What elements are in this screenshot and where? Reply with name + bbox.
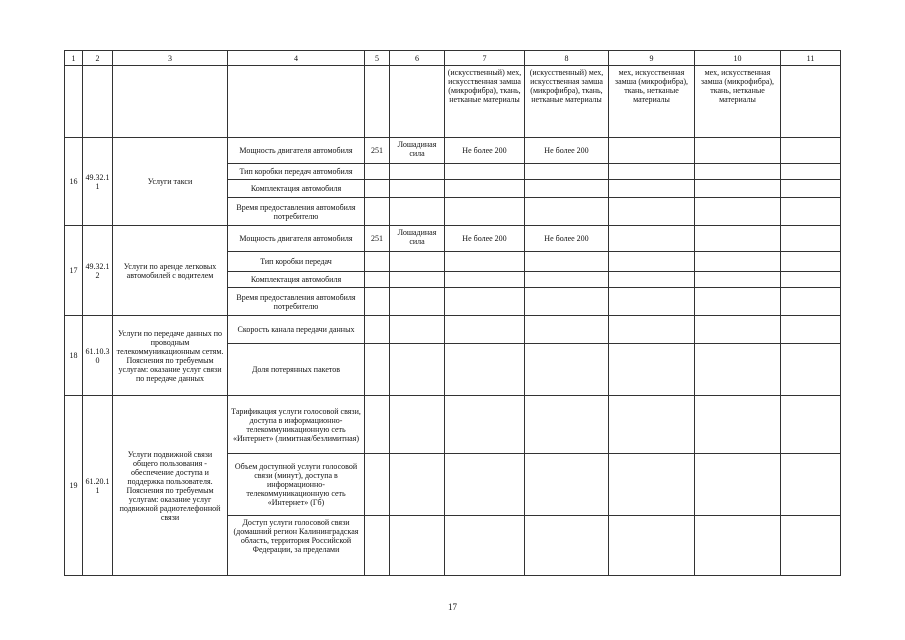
empty-cell: [445, 396, 525, 454]
empty-cell: [525, 180, 609, 198]
column-number: 6: [390, 51, 445, 66]
empty-cell: [390, 454, 445, 516]
row-number: 18: [65, 316, 83, 396]
characteristic: Комплектация автомобиля: [228, 272, 365, 288]
empty-cell: [695, 252, 781, 272]
empty-cell: [781, 454, 841, 516]
empty-cell: [83, 66, 113, 138]
empty-cell: [525, 198, 609, 226]
column-number: 9: [609, 51, 695, 66]
table-row: [65, 226, 841, 252]
service-name: Услуги по передаче данных по проводным телекоммуникационным сетям. Пояснения по требуемым услугам: оказание услуг связи по передаче данных: [113, 316, 228, 396]
empty-cell: [609, 138, 695, 164]
characteristic: Время предоставления автомобиля потребителю: [228, 288, 365, 316]
empty-cell: [781, 344, 841, 396]
empty-cell: [609, 344, 695, 396]
value-cell: Не более 200: [445, 138, 525, 164]
empty-cell: [609, 516, 695, 576]
column-number: 5: [365, 51, 390, 66]
characteristic: Мощность двигателя автомобиля: [228, 138, 365, 164]
column-number: 7: [445, 51, 525, 66]
empty-cell: [65, 66, 83, 138]
unit-code: 251: [365, 138, 390, 164]
empty-cell: [113, 66, 228, 138]
empty-cell: [445, 180, 525, 198]
characteristic: Объем доступной услуги голосовой связи (минут), доступа в информационно-телекоммуникационную сеть «Интернет» (Гб): [228, 454, 365, 516]
empty-cell: [781, 164, 841, 180]
empty-cell: [390, 288, 445, 316]
empty-cell: [695, 180, 781, 198]
row-number: 19: [65, 396, 83, 576]
unit-name: Лошадиная сила: [390, 138, 445, 164]
empty-cell: [695, 138, 781, 164]
empty-cell: [365, 344, 390, 396]
empty-cell: [390, 180, 445, 198]
empty-cell: [390, 66, 445, 138]
unit-code: 251: [365, 226, 390, 252]
row-number: 16: [65, 138, 83, 226]
empty-cell: [781, 252, 841, 272]
empty-cell: [445, 198, 525, 226]
okpd-code: 61.20.11: [83, 396, 113, 576]
empty-cell: [390, 272, 445, 288]
empty-cell: [525, 164, 609, 180]
okpd-code: 49.32.11: [83, 138, 113, 226]
page-number: 17: [448, 602, 457, 612]
column-number: 1: [65, 51, 83, 66]
value-cell: Не более 200: [525, 138, 609, 164]
characteristic: Мощность двигателя автомобиля: [228, 226, 365, 252]
column-number: 4: [228, 51, 365, 66]
empty-cell: [781, 516, 841, 576]
empty-cell: [525, 288, 609, 316]
materials-continuation-row: [65, 66, 841, 138]
empty-cell: [695, 344, 781, 396]
empty-cell: [445, 272, 525, 288]
empty-cell: [609, 164, 695, 180]
empty-cell: [781, 198, 841, 226]
empty-cell: [445, 252, 525, 272]
empty-cell: [781, 272, 841, 288]
okpd-code: 49.32.12: [83, 226, 113, 316]
empty-cell: [445, 516, 525, 576]
empty-cell: [390, 252, 445, 272]
empty-cell: [781, 316, 841, 344]
empty-cell: [525, 516, 609, 576]
empty-cell: [365, 164, 390, 180]
empty-cell: [525, 252, 609, 272]
empty-cell: [609, 226, 695, 252]
empty-cell: [609, 454, 695, 516]
column-number: 8: [525, 51, 609, 66]
characteristic: Тип коробки передач: [228, 252, 365, 272]
empty-cell: [781, 66, 841, 138]
characteristic: Тип коробки передач автомобиля: [228, 164, 365, 180]
empty-cell: [695, 164, 781, 180]
empty-cell: [609, 198, 695, 226]
empty-cell: [365, 198, 390, 226]
empty-cell: [781, 288, 841, 316]
empty-cell: [609, 272, 695, 288]
empty-cell: [390, 516, 445, 576]
empty-cell: [445, 454, 525, 516]
table-row: [65, 316, 841, 344]
material-spec: (искусственный) мех, искусственная замша (микрофибра), ткань, нетканые материалы: [445, 66, 525, 138]
empty-cell: [445, 316, 525, 344]
empty-cell: [609, 396, 695, 454]
service-name: Услуги подвижной связи общего пользования - обеспечение доступа и поддержка пользователя. Пояснения по требуемым услугам: оказание услуг подвижной радиотелефонной связи: [113, 396, 228, 576]
empty-cell: [228, 66, 365, 138]
empty-cell: [365, 516, 390, 576]
column-number-row: [65, 51, 841, 66]
characteristic: Время предоставления автомобиля потребителю: [228, 198, 365, 226]
empty-cell: [365, 454, 390, 516]
empty-cell: [695, 516, 781, 576]
empty-cell: [365, 180, 390, 198]
empty-cell: [390, 198, 445, 226]
column-number: 2: [83, 51, 113, 66]
unit-name: Лошадиная сила: [390, 226, 445, 252]
empty-cell: [781, 226, 841, 252]
column-number: 11: [781, 51, 841, 66]
empty-cell: [609, 180, 695, 198]
empty-cell: [781, 180, 841, 198]
empty-cell: [781, 138, 841, 164]
empty-cell: [695, 226, 781, 252]
characteristic: Комплектация автомобиля: [228, 180, 365, 198]
okpd-code: 61.10.30: [83, 316, 113, 396]
empty-cell: [390, 164, 445, 180]
empty-cell: [365, 316, 390, 344]
empty-cell: [695, 288, 781, 316]
value-cell: Не более 200: [525, 226, 609, 252]
empty-cell: [609, 316, 695, 344]
material-spec: мех, искусственная замша (микрофибра), ткань, нетканые материалы: [609, 66, 695, 138]
column-number: 10: [695, 51, 781, 66]
empty-cell: [365, 288, 390, 316]
table-row: [65, 138, 841, 164]
characteristic: Тарификация услуги голосовой связи, доступа в информационно-телекоммуникационную сеть «Интернет» (лимитная/безлимитная): [228, 396, 365, 454]
empty-cell: [390, 396, 445, 454]
empty-cell: [609, 288, 695, 316]
empty-cell: [609, 252, 695, 272]
table-row: [65, 396, 841, 454]
empty-cell: [695, 316, 781, 344]
empty-cell: [695, 198, 781, 226]
column-number: 3: [113, 51, 228, 66]
material-spec: (искусственный) мех, искусственная замша (микрофибра), ткань, нетканые материалы: [525, 66, 609, 138]
empty-cell: [695, 396, 781, 454]
empty-cell: [525, 454, 609, 516]
empty-cell: [365, 272, 390, 288]
characteristic: Доля потерянных пакетов: [228, 344, 365, 396]
empty-cell: [365, 252, 390, 272]
empty-cell: [695, 272, 781, 288]
value-cell: Не более 200: [445, 226, 525, 252]
empty-cell: [365, 396, 390, 454]
characteristic: Доступ услуги голосовой связи (домашний регион Калининградская область, территория Российской Федерации, за пределами: [228, 516, 365, 576]
empty-cell: [525, 316, 609, 344]
empty-cell: [445, 288, 525, 316]
material-spec: мех, искусственная замша (микрофибра), ткань, нетканые материалы: [695, 66, 781, 138]
service-name: Услуги такси: [113, 138, 228, 226]
empty-cell: [445, 164, 525, 180]
empty-cell: [781, 396, 841, 454]
empty-cell: [695, 454, 781, 516]
empty-cell: [365, 66, 390, 138]
empty-cell: [525, 396, 609, 454]
empty-cell: [525, 272, 609, 288]
empty-cell: [525, 344, 609, 396]
characteristic: Скорость канала передачи данных: [228, 316, 365, 344]
empty-cell: [390, 316, 445, 344]
row-number: 17: [65, 226, 83, 316]
service-name: Услуги по аренде легковых автомобилей с водителем: [113, 226, 228, 316]
requirements-table: [64, 50, 841, 576]
empty-cell: [445, 344, 525, 396]
empty-cell: [390, 344, 445, 396]
